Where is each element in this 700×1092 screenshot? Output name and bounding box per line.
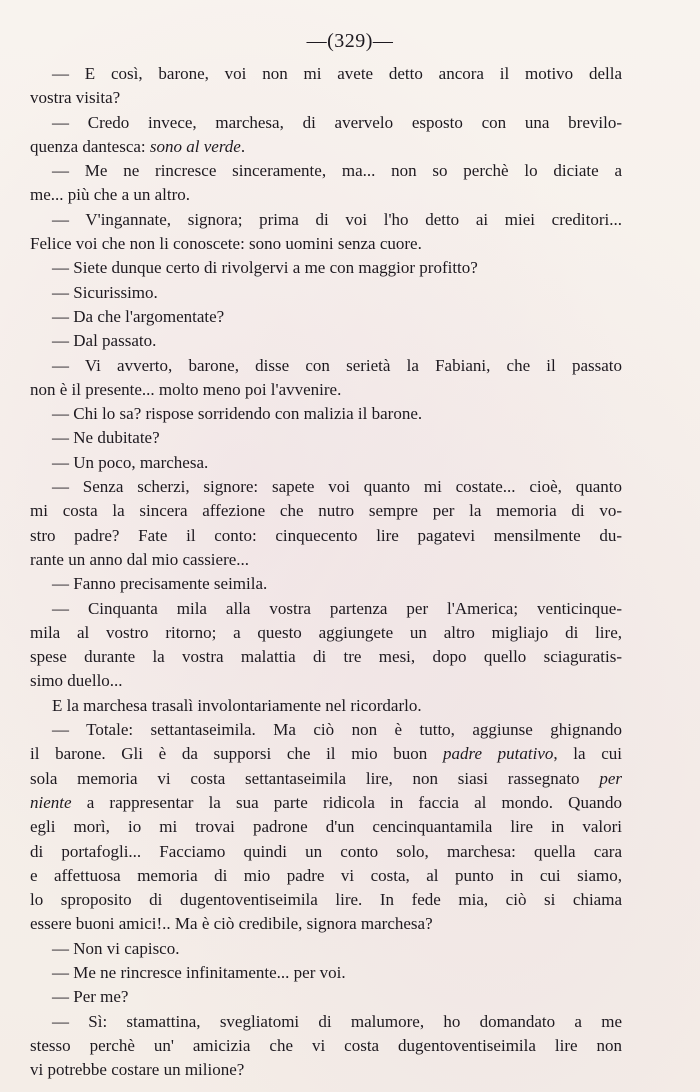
text-line: di portafogli... Facciamo quindi un conto solo, marchesa: quella cara [30, 841, 622, 861]
text-line: spese durante la vostra malattia di tre mesi, dopo quello sciaguratis- [30, 647, 622, 667]
text-line: — Sì: stamattina, svegliatomi di malumore, ho domandato a me [52, 1011, 622, 1031]
page-text [30, 62, 622, 1082]
text-line: rante un anno dal mio cassiere... [30, 549, 250, 569]
italic-phrase: sono al verde [149, 136, 241, 156]
text-line: lo sproposito di dugentoventiseimila lire. In fede mia, ciò si chiama [30, 890, 622, 910]
text-line: — Da che l'argomentate? [52, 306, 225, 326]
text-line: niente a rappresentar la sua parte ridicola in faccia al mondo. Quando [30, 792, 622, 812]
text-line: quenza dantesca: sono al verde. [30, 136, 246, 156]
italic-phrase: per [599, 768, 622, 788]
text-line: mila al vostro ritorno; a questo aggiungete un altro migliajo di lire, [30, 622, 622, 642]
text-line: — Non vi capisco. [52, 938, 180, 958]
italic-phrase: niente [30, 792, 72, 812]
text-line: stro padre? Fate il conto: cinquecento lire pagatevi mensilmente du- [30, 525, 622, 545]
text-line: E la marchesa trasalì involontariamente nel ricordarlo. [52, 695, 422, 715]
text-line: e affettuosa memoria di mio padre vi costa, al punto in cui siamo, [30, 865, 622, 885]
text-line: — Un poco, marchesa. [52, 452, 209, 472]
text-line: — Vi avverto, barone, disse con serietà la Fabiani, che il passato [52, 355, 622, 375]
page-number: —(329)— [306, 30, 394, 52]
text-line: — Fanno precisamente seimila. [52, 574, 268, 594]
text-line: sola memoria vi costa settantaseimila lire, non siasi rassegnato per [30, 768, 622, 788]
text-line: me... più che a un altro. [30, 185, 191, 205]
text-line: — Dal passato. [52, 331, 157, 351]
text-line: essere buoni amici!.. Ma è ciò credibile, signora marchesa? [30, 914, 433, 934]
text-line: vostra visita? [30, 88, 121, 108]
text-line: — Me ne rincresce infinitamente... per voi. [52, 962, 346, 982]
text-line: egli morì, io mi trovai padrone d'un cencinquantamila lire in valori [30, 817, 622, 837]
text-line: — Me ne rincresce sinceramente, ma... non so perchè lo diciate a [52, 161, 622, 181]
text-line: — Siete dunque certo di rivolgervi a me con maggior profitto? [52, 258, 478, 278]
text-line: — Per me? [52, 987, 129, 1007]
text-line: — Totale: settantaseimila. Ma ciò non è tutto, aggiunse ghignando [52, 720, 622, 740]
text-line: — Ne dubitate? [52, 428, 160, 448]
text-line: — V'ingannate, signora; prima di voi l'ho detto ai miei creditori... [52, 209, 622, 229]
text-line: — Chi lo sa? rispose sorridendo con malizia il barone. [52, 404, 423, 424]
italic-phrase: padre putativo [442, 744, 554, 764]
text-line: mi costa la sincera affezione che nutro sempre per la memoria di vo- [30, 501, 622, 521]
text-line: non è il presente... molto meno poi l'avvenire. [30, 379, 342, 399]
text-line: — Credo invece, marchesa, di avervelo esposto con una brevilo- [52, 112, 622, 132]
text-line: il barone. Gli è da supporsi che il mio buon padre putativo, la cui [30, 744, 622, 764]
text-line: — Sicurissimo. [52, 282, 158, 302]
text-line: — E così, barone, voi non mi avete detto ancora il motivo della [52, 64, 622, 83]
text-line: — Cinquanta mila alla vostra partenza per l'America; venticinque- [52, 598, 622, 618]
text-line: — Senza scherzi, signore: sapete voi quanto mi costate... cioè, quanto [52, 477, 622, 497]
text-line: simo duello... [30, 671, 123, 691]
text-line: stesso perchè un' amicizia che vi costa dugentoventiseimila lire non [30, 1035, 622, 1055]
text-line: vi potrebbe costare un milione? [30, 1060, 245, 1080]
text-line: Felice voi che non li conoscete: sono uomini senza cuore. [30, 234, 422, 254]
